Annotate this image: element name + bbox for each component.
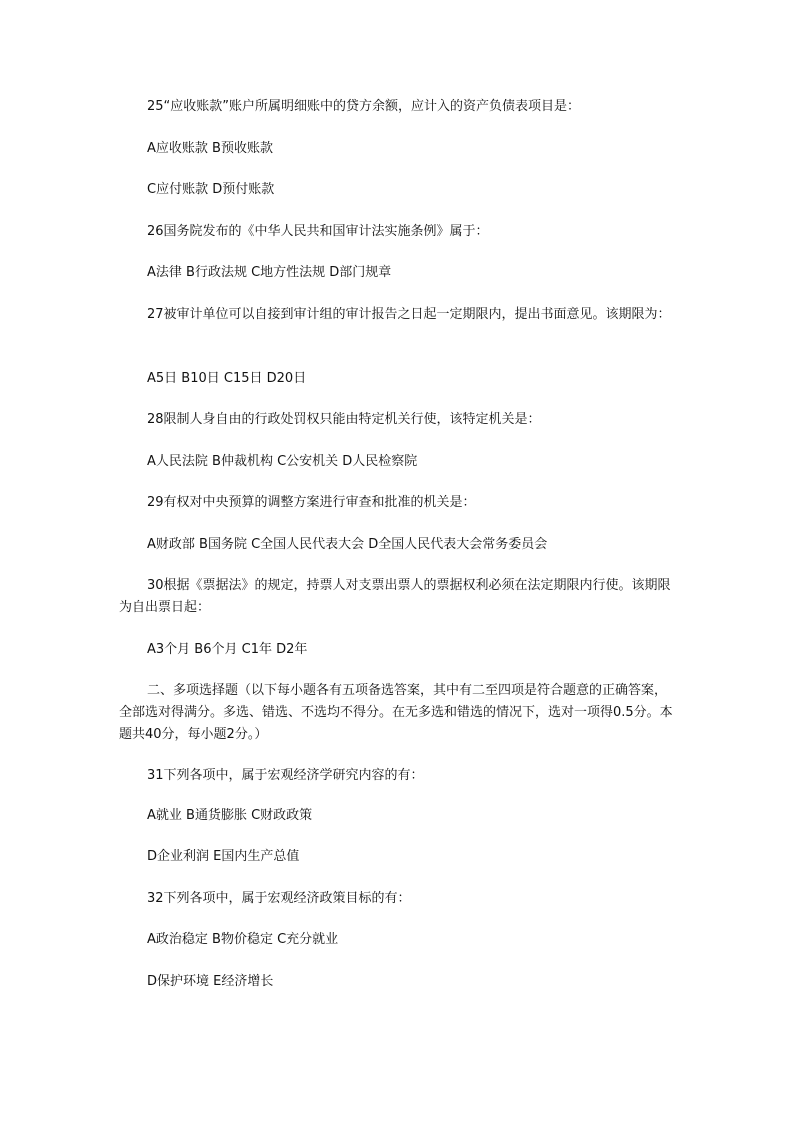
question-29-options: A财政部 B国务院 C全国人民代表大会 D全国人民代表大会常务委员会 xyxy=(147,537,548,552)
question-27-options: A5日 B10日 C15日 D20日 xyxy=(147,371,307,386)
question-30-stem: 30根据《票据法》的规定，持票人对支票出票人的票据权利必须在法定期限内行使。该期限为自出票日起： xyxy=(119,578,671,615)
question-25-options-ab: A应收账款 B预收账款 xyxy=(147,141,273,156)
section-2-heading: 二、多项选择题（以下每小题各有五项备选答案，其中有二至四项是符合题意的正确答案，全部选对得满分。多选、错选、不选均不得分。在无多选和错选的情况下，选对一项得0.5分。本题共40分，每小题2分。） xyxy=(119,683,673,742)
question-27-stem: 27被审计单位可以自接到审计组的审计报告之日起一定期限内，提出书面意见。该期限为： xyxy=(147,307,671,322)
question-32-options-de: D保护环境 E经济增长 xyxy=(147,974,274,989)
question-28-stem: 28限制人身自由的行政处罚权只能由特定机关行使，该特定机关是： xyxy=(147,412,541,427)
question-32-stem: 32下列各项中，属于宏观经济政策目标的有： xyxy=(147,891,411,906)
question-30-options: A3个月 B6个月 C1年 D2年 xyxy=(147,642,308,657)
question-28-options: A人民法院 B仲裁机构 C公安机关 D人民检察院 xyxy=(147,454,418,469)
question-29-stem: 29有权对中央预算的调整方案进行审查和批准的机关是： xyxy=(147,495,476,510)
question-31-stem: 31下列各项中，属于宏观经济学研究内容的有： xyxy=(147,768,424,783)
question-32-options-abc: A政治稳定 B物价稳定 C充分就业 xyxy=(147,932,339,947)
question-25-stem: 25“应收账款”账户所属明细账中的贷方余额，应计入的资产负债表项目是： xyxy=(147,99,581,114)
question-26-stem: 26国务院发布的《中华人民共和国审计法实施条例》属于： xyxy=(147,224,489,239)
question-26-options: A法律 B行政法规 C地方性法规 D部门规章 xyxy=(147,265,392,280)
question-25-options-cd: C应付账款 D预付账款 xyxy=(147,182,275,197)
question-31-options-de: D企业利润 E国内生产总值 xyxy=(147,849,300,864)
question-31-options-abc: A就业 B通货膨胀 C财政政策 xyxy=(147,808,313,823)
